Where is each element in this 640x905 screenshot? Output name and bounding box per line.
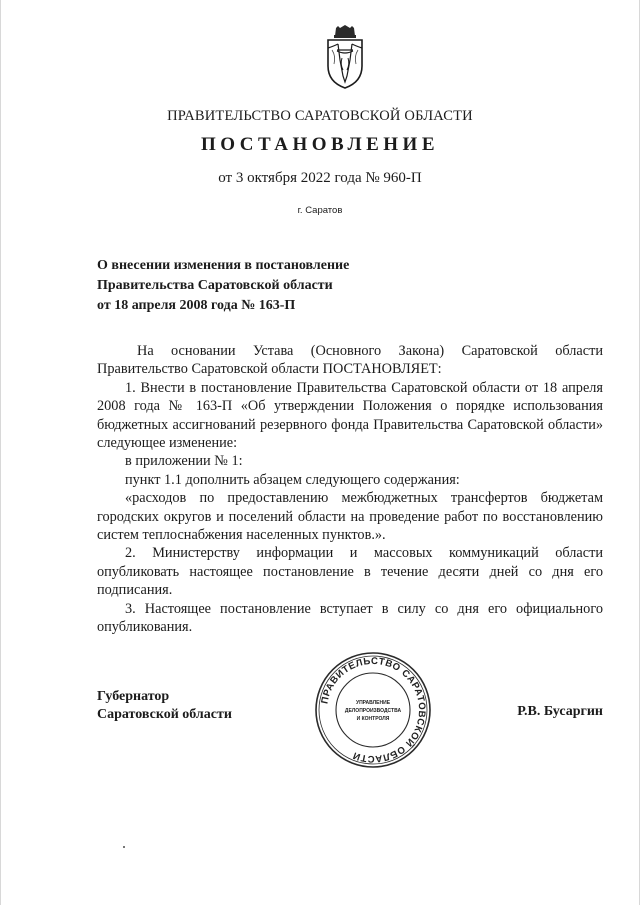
- paragraph-preamble: На основании Устава (Основного Закона) Саратовской области Правительство Саратовской области ПОСТАНОВЛЯЕТ:: [97, 343, 603, 378]
- saratov-coat-of-arms-icon: [324, 20, 366, 90]
- government-name: ПРАВИТЕЛЬСТВО САРАТОВСКОЙ ОБЛАСТИ: [167, 108, 473, 124]
- paragraph-item-1: 1. Внести в постановление Правительства Саратовской области от 18 апреля 2008 года № 163-П «Об утверждении Положения о порядке использования бюджетных ассигнований резервного фонда Правительства Саратовской области» следующее изменение:: [97, 379, 603, 452]
- document-title: ПОСТАНОВЛЕНИЕ: [200, 134, 440, 155]
- svg-text:ДЕЛОПРОИЗВОДСТВА: ДЕЛОПРОИЗВОДСТВА: [344, 708, 402, 714]
- subject-line: Правительства Саратовской области: [97, 278, 333, 293]
- paragraph-item-3: 3. Настоящее постановление вступает в силу со дня его официального опубликования.: [97, 600, 603, 636]
- signatory-position: [97, 688, 232, 724]
- document-subject: [97, 256, 417, 316]
- paragraph-appendix-ref: в приложении № 1:: [125, 453, 243, 470]
- subject-line: О внесении изменения в постановление: [97, 258, 350, 273]
- signatory-name: Р.В. Бусаргин: [517, 704, 603, 719]
- signatory-region-line: Саратовской области: [97, 707, 232, 722]
- official-seal: [313, 650, 433, 770]
- svg-text:И КОНТРОЛЯ: И КОНТРОЛЯ: [356, 716, 390, 722]
- svg-text:УПРАВЛЕНИЕ: УПРАВЛЕНИЕ: [355, 700, 391, 706]
- subject-line: от 18 апреля 2008 года № 163-П: [97, 298, 296, 313]
- document-date-number: от 3 октября 2022 года № 960-П: [218, 170, 422, 186]
- scan-speck: [123, 846, 125, 848]
- paragraph-quote: «расходов по предоставлению межбюджетных трансфертов бюджетам городских округов и поселений области на проведение работ по восстановлению систем теплоснабжения населенных пунктов.».: [97, 490, 603, 544]
- document-body: [97, 342, 603, 637]
- document-city: г. Саратов: [297, 205, 343, 216]
- paragraph-point-ref: пункт 1.1 дополнить абзацем следующего содержания:: [125, 471, 460, 488]
- svg-text:ПРАВИТЕЛЬСТВО САРАТОВСКОЙ ОБЛА: ПРАВИТЕЛЬСТВО САРАТОВСКОЙ ОБЛАСТИ: [319, 655, 428, 765]
- signatory-role-line: Губернатор: [97, 689, 170, 704]
- paragraph-item-2: 2. Министерству информации и массовых коммуникаций области опубликовать настоящее постановление в течение десяти дней со дня его подписания.: [97, 545, 603, 599]
